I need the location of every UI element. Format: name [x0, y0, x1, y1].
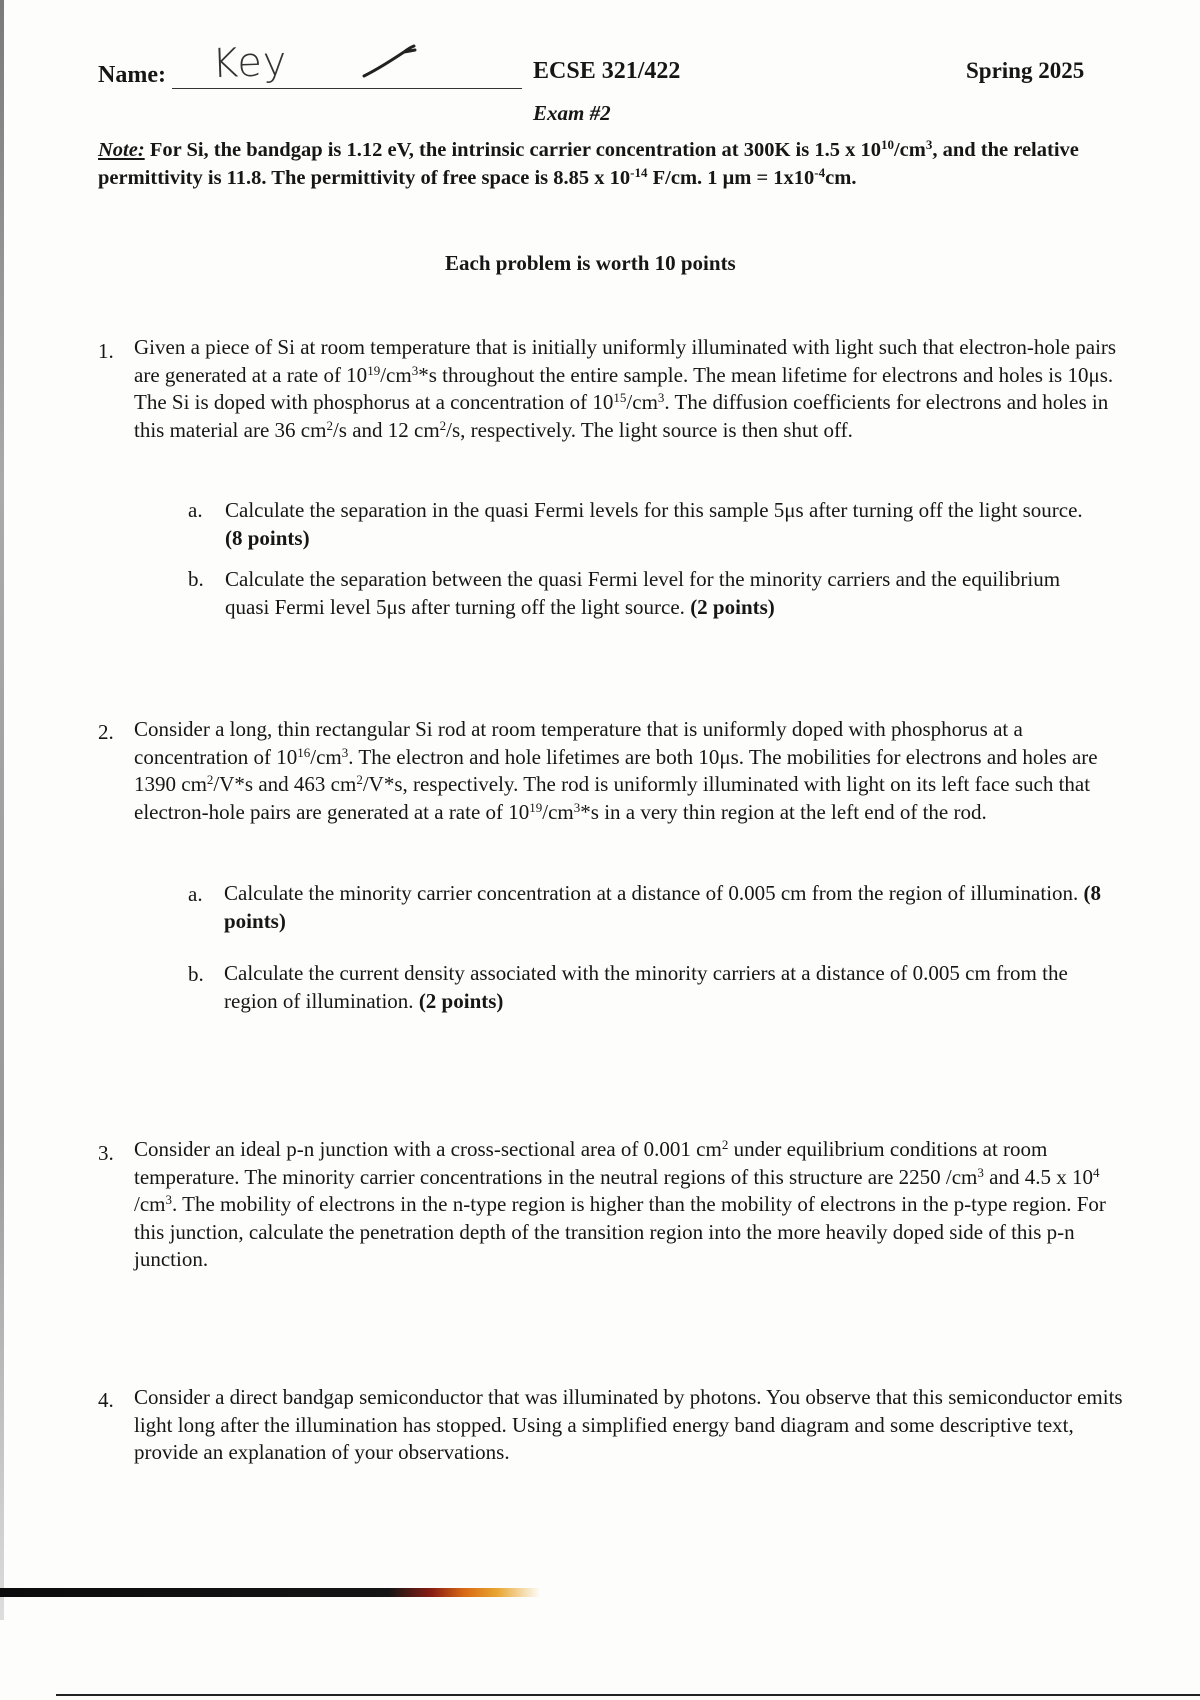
name-label: Name: — [98, 62, 166, 88]
note-label: Note: — [98, 139, 145, 161]
problem-2-number: 2. — [98, 720, 114, 744]
problem-2b-text: Calculate the current density associated with the minority carriers at a distance of 0.005 cm from the region of illumination. (2 points) — [224, 961, 1068, 1013]
problem-3-text: Consider an ideal p-n junction with a cross-sectional area of 0.001 $cm^2$ under equilibrium conditions at room temperature. The minority carrier concentrations in the neutral regions of this structure are 2250 $/cm^3$ and 4.5 x $10^4$ $/cm^3$. The mobility of electrons in the n-type region is higher than the mobility of electrons in the p-type region. For this junction, calculate the penetration depth of the transition region into the more heavily doped side of this p-n junction. — [134, 1137, 1106, 1271]
constants-note: Note: For Si, the bandgap is 1.12 eV, the intrinsic carrier concentration at 300K is 1.5 x $10^{10}/cm^3$, and the relative permittivity is 11.8. The permittivity of free space is 8.85 x $10^{-14}$ F/cm. 1 $\mu m = 1x10^{-4}cm$. — [98, 137, 1079, 189]
problem-2b-label: b. — [188, 962, 204, 986]
bottom-rule — [56, 1694, 1200, 1696]
course-title: ECSE 321/422 — [533, 58, 681, 84]
points-heading: Each problem is worth 10 points — [445, 251, 736, 275]
problem-1a-text: Calculate the separation in the quasi Fermi levels for this sample 5μs after turning off the light source. (8 points) — [225, 498, 1083, 550]
name-underline — [172, 88, 522, 89]
scan-left-edge — [0, 0, 4, 1620]
problem-1a-label: a. — [188, 498, 203, 522]
problem-4-number: 4. — [98, 1388, 114, 1412]
handwritten-name: Key — [211, 38, 289, 88]
problem-1-text: Given a piece of Si at room temperature that is initially uniformly illuminated with light such that electron-hole pairs are generated at a rate of $10^{19}/cm^3*s$ throughout the entire sample. The mean lifetime for electrons and holes is 10μs. The Si is doped with phosphorus at a concentration of $10^{15}/cm^3$. The diffusion coefficients for electrons and holes in this material are 36 $cm^2/s$ and 12 $cm^2/s$, respectively. The light source is then shut off. — [134, 335, 1117, 442]
problem-1-number: 1. — [98, 339, 114, 363]
scan-artifact-bar — [0, 1588, 540, 1597]
problem-4-text: Consider a direct bandgap semiconductor that was illuminated by photons. You observe that this semiconductor emits light long after the illumination has stopped. Using a simplified energy band diagram and some descriptive text, provide an explanation of your observations. — [134, 1385, 1123, 1464]
exam-label: Exam #2 — [533, 101, 611, 125]
problem-1b-label: b. — [188, 567, 204, 591]
problem-2a-text: Calculate the minority carrier concentration at a distance of 0.005 cm from the region of illumination. (8 points) — [224, 881, 1102, 933]
checkmark-icon — [360, 42, 420, 82]
problem-3-number: 3. — [98, 1141, 114, 1165]
problem-2-text: Consider a long, thin rectangular Si rod at room temperature that is uniformly doped with phosphorus at a concentration of $10^{16}/cm^3$. The electron and hole lifetimes are both 10μs. The mobilities for electrons and holes are 1390 $cm^2/V*s$ and 463 $cm^2/V*s$, respectively. The rod is uniformly illuminated with light on its left face such that electron-hole pairs are generated at a rate of $10^{19}/cm^3*s$ in a very thin region at the left end of the rod. — [134, 717, 1098, 824]
problem-2a-label: a. — [188, 882, 203, 906]
problem-1b-text: Calculate the separation between the quasi Fermi level for the minority carriers and the equilibrium quasi Fermi level 5μs after turning off the light source. (2 points) — [225, 567, 1061, 619]
term-label: Spring 2025 — [966, 58, 1085, 83]
